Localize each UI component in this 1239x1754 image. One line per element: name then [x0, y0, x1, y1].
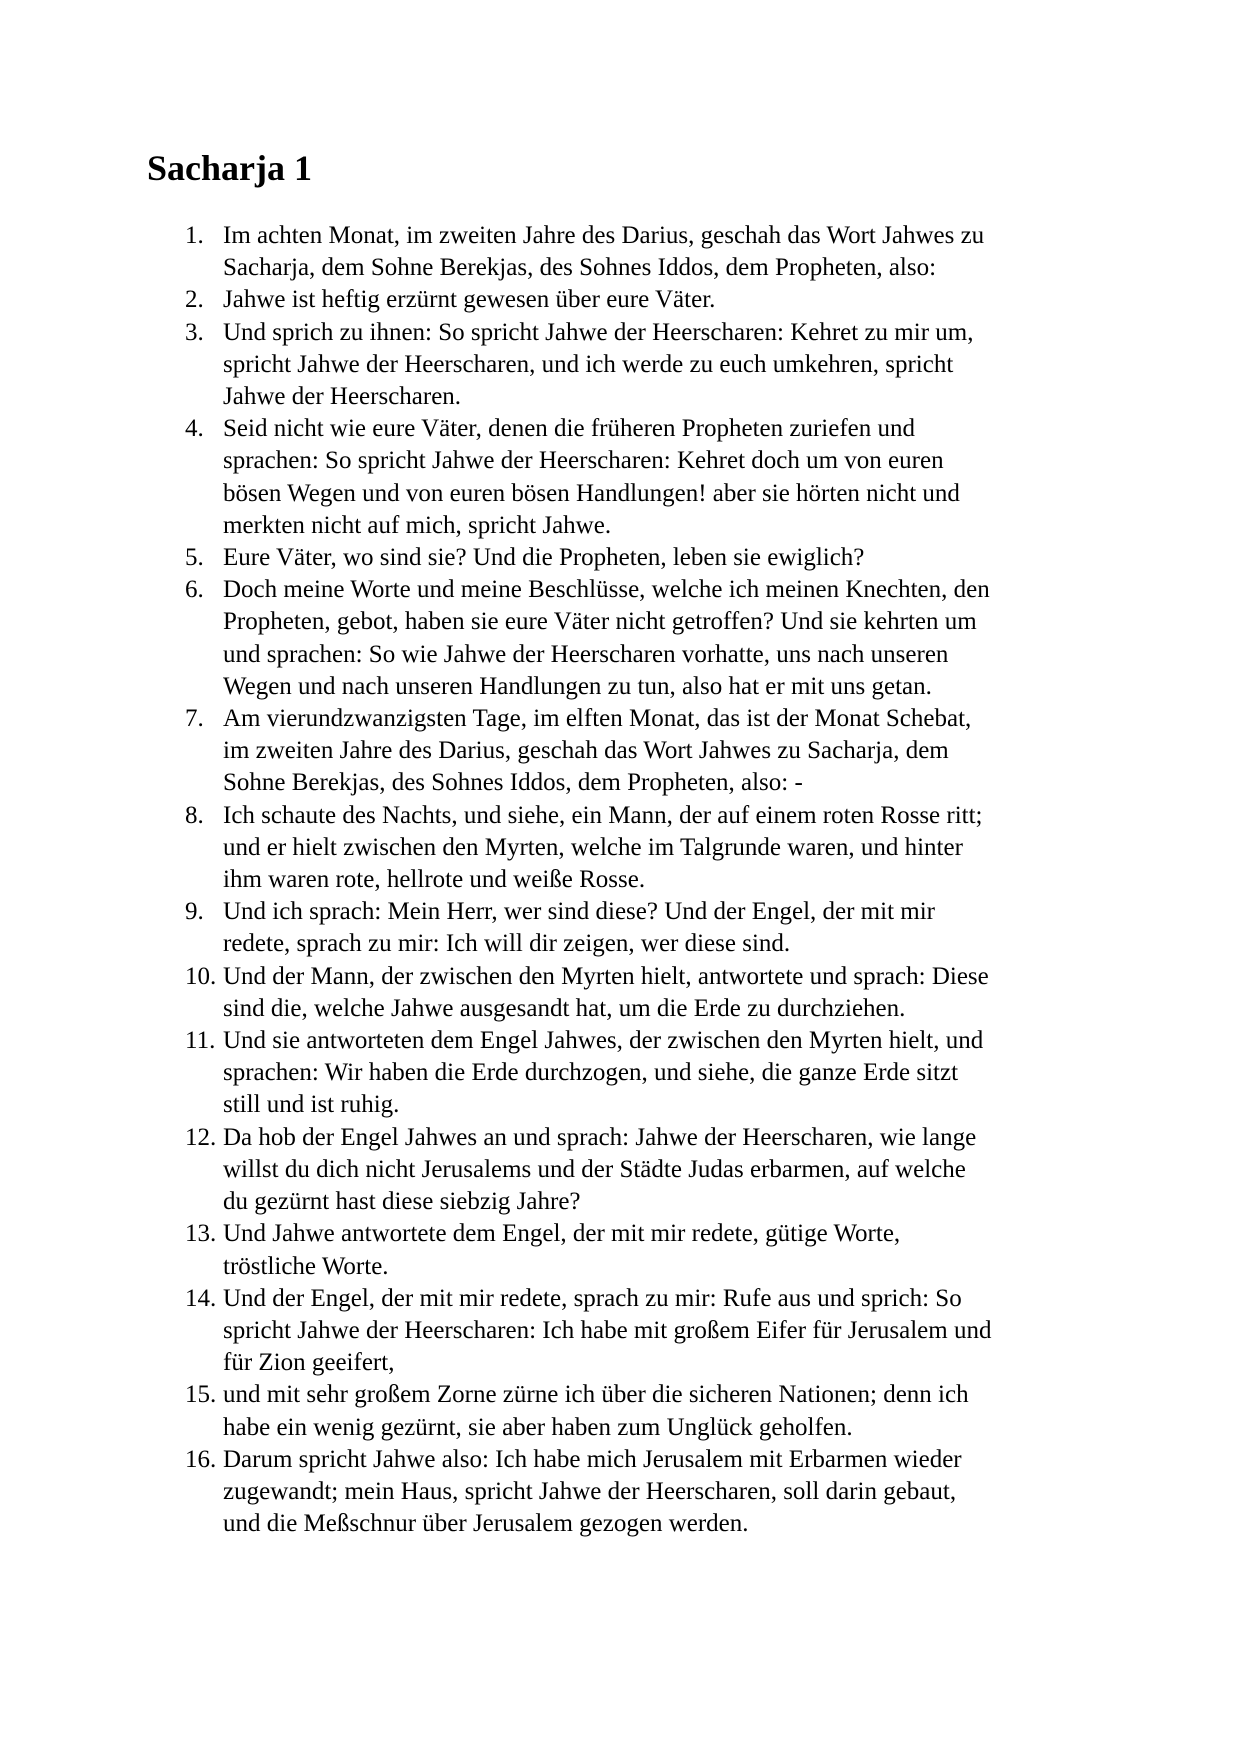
- verse-item: [185, 1444, 991, 1541]
- verse-text: [223, 574, 990, 703]
- verse-text-line: ihm waren rote, hellrote und weiße Rosse.: [223, 866, 646, 894]
- verse-text-line: willst du dich nicht Jerusalems und der Städte Judas erbarmen, auf welche: [223, 1155, 966, 1183]
- verse-text-line: Jahwe ist heftig erzürnt gewesen über eure Väter.: [223, 286, 716, 314]
- verse-text-line: Und Jahwe antwortete dem Engel, der mit mir redete, gütige Worte,: [223, 1220, 901, 1248]
- verse-text: [223, 317, 973, 414]
- verse-item: [185, 896, 991, 960]
- verse-number: 13.: [185, 1220, 217, 1248]
- verse-text: [223, 220, 984, 284]
- verse-number: 9.: [185, 898, 204, 926]
- verse-text-line: Sohne Berekjas, des Sohnes Iddos, dem Propheten, also: -: [223, 769, 803, 797]
- verse-text-line: tröstliche Worte.: [223, 1252, 389, 1280]
- verse-text-line: Im achten Monat, im zweiten Jahre des Darius, geschah das Wort Jahwes zu: [223, 222, 985, 249]
- verse-text: [223, 284, 715, 316]
- verse-item: [185, 703, 991, 800]
- verse-text-line: Und der Mann, der zwischen den Myrten hielt, antwortete und sprach: Diese: [223, 962, 989, 990]
- verse-text-line: Eure Väter, wo sind sie? Und die Propheten, leben sie ewiglich?: [223, 544, 865, 572]
- verse-text-line: Und ich sprach: Mein Herr, wer sind diese? Und der Engel, der mit mir: [223, 898, 935, 926]
- verse-number: 4.: [185, 415, 204, 443]
- verse-item: [185, 1218, 991, 1282]
- verse-text-line: für Zion geeifert,: [223, 1349, 395, 1377]
- verse-item: [185, 284, 991, 316]
- verse-item: [185, 961, 991, 1025]
- verse-text-line: spricht Jahwe der Heerscharen, und ich werde zu euch umkehren, spricht: [223, 350, 954, 378]
- verse-item: [185, 1283, 991, 1380]
- verse-text-line: sprachen: So spricht Jahwe der Heerscharen: Kehret doch um von euren: [223, 447, 944, 475]
- verse-number: 8.: [185, 801, 204, 829]
- verse-text-line: Wegen und nach unseren Handlungen zu tun, also hat er mit uns getan.: [223, 672, 932, 700]
- verse-number: 15.: [185, 1381, 217, 1409]
- verse-text-line: Und sprich zu ihnen: So spricht Jahwe der Heerscharen: Kehret zu mir um,: [223, 318, 974, 346]
- verse-number: 14.: [185, 1284, 217, 1312]
- verse-text-line: spricht Jahwe der Heerscharen: Ich habe mit großem Eifer für Jerusalem und: [223, 1316, 992, 1344]
- verse-number: 2.: [185, 286, 204, 314]
- verse-number: 16.: [185, 1445, 217, 1473]
- verse-text-line: Jahwe der Heerscharen.: [223, 383, 462, 411]
- verse-number: 7.: [185, 705, 204, 733]
- verse-text-line: Und der Engel, der mit mir redete, sprach zu mir: Rufe aus und sprich: So: [223, 1284, 962, 1312]
- verse-text-line: zugewandt; mein Haus, spricht Jahwe der Heerscharen, soll darin gebaut,: [223, 1477, 957, 1505]
- verse-text-line: Ich schaute des Nachts, und siehe, ein Mann, der auf einem roten Rosse ritt;: [223, 801, 983, 829]
- verse-number: 3.: [185, 318, 204, 346]
- verse-text: [223, 896, 935, 960]
- verse-item: [185, 542, 991, 574]
- verse-item: [185, 1122, 991, 1219]
- verse-text-line: sind die, welche Jahwe ausgesandt hat, um die Erde zu durchziehen.: [223, 994, 906, 1022]
- verse-text-line: Doch meine Worte und meine Beschlüsse, welche ich meinen Knechten, den: [223, 576, 990, 604]
- verse-text-line: du gezürnt hast diese siebzig Jahre?: [223, 1188, 581, 1216]
- verse-item: [185, 1379, 991, 1443]
- verse-number: 5.: [185, 544, 204, 572]
- verse-text-line: sprachen: Wir haben die Erde durchzogen, und siehe, die ganze Erde sitzt: [223, 1059, 959, 1087]
- verse-text: [223, 1379, 969, 1443]
- verse-item: [185, 413, 991, 542]
- verse-number: 6.: [185, 576, 204, 604]
- verse-text-line: Und sie antworteten dem Engel Jahwes, der zwischen den Myrten hielt, und: [223, 1027, 984, 1055]
- verse-text-line: Seid nicht wie eure Väter, denen die früheren Propheten zuriefen und: [223, 415, 916, 443]
- verse-text-line: und er hielt zwischen den Myrten, welche im Talgrunde waren, und hinter: [223, 833, 963, 861]
- verse-item: [185, 220, 991, 284]
- verse-number: 11.: [185, 1027, 216, 1055]
- verse-number: 10.: [185, 962, 217, 990]
- verse-text: [223, 542, 864, 574]
- verse-item: [185, 574, 991, 703]
- verse-text-line: merkten nicht auf mich, spricht Jahwe.: [223, 511, 612, 539]
- verse-text: [223, 1122, 976, 1219]
- verse-list: [185, 220, 991, 1540]
- verse-text-line: bösen Wegen und von euren bösen Handlungen! aber sie hörten nicht und: [223, 479, 960, 507]
- verse-number: 1.: [185, 222, 204, 249]
- verse-text-line: Sacharja, dem Sohne Berekjas, des Sohnes Iddos, dem Propheten, also:: [223, 254, 937, 282]
- verse-text-line: im zweiten Jahre des Darius, geschah das Wort Jahwes zu Sacharja, dem: [223, 737, 949, 765]
- verse-text-line: und sprachen: So wie Jahwe der Heerscharen vorhatte, uns nach unseren: [223, 640, 949, 668]
- verse-item: [185, 1025, 991, 1122]
- verse-text-line: Da hob der Engel Jahwes an und sprach: Jahwe der Heerscharen, wie lange: [223, 1123, 977, 1151]
- verse-number: 12.: [185, 1123, 217, 1151]
- verse-text: [223, 800, 983, 897]
- verse-text-line: Propheten, gebot, haben sie eure Väter nicht getroffen? Und sie kehrten um: [223, 608, 977, 636]
- verse-item: [185, 317, 991, 414]
- verse-text-line: redete, sprach zu mir: Ich will dir zeigen, wer diese sind.: [223, 930, 791, 958]
- verse-text-line: und die Meßschnur über Jerusalem gezogen werden.: [223, 1510, 749, 1538]
- verse-text-line: habe ein wenig gezürnt, sie aber haben zum Unglück geholfen.: [223, 1413, 853, 1441]
- verse-text-line: Darum spricht Jahwe also: Ich habe mich Jerusalem mit Erbarmen wieder: [223, 1445, 962, 1473]
- verse-text: [223, 703, 971, 800]
- verse-item: [185, 800, 991, 897]
- verse-text: [223, 961, 989, 1025]
- verse-text-line: still und ist ruhig.: [223, 1091, 400, 1119]
- verse-text: [223, 1444, 962, 1541]
- verse-text: [223, 1283, 991, 1380]
- verse-text: [223, 1025, 983, 1122]
- verse-text: [223, 413, 960, 542]
- page-title: Sacharja 1: [147, 148, 312, 188]
- verse-text: [223, 1218, 900, 1282]
- verse-text-line: Am vierundzwanzigsten Tage, im elften Monat, das ist der Monat Schebat,: [223, 705, 972, 733]
- verse-text-line: und mit sehr großem Zorne zürne ich über die sicheren Nationen; denn ich: [223, 1381, 969, 1409]
